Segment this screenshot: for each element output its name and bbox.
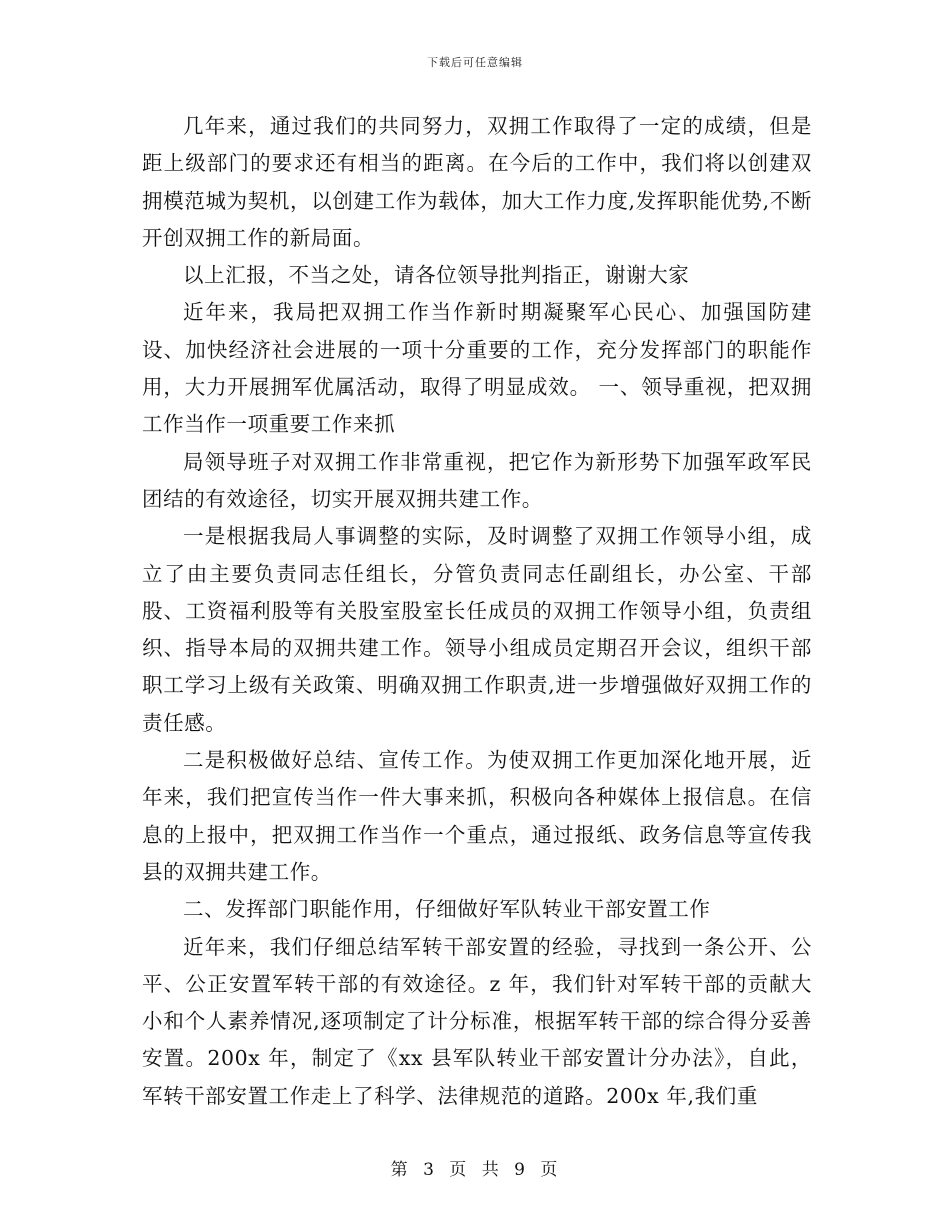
- paragraph-closing: 以上汇报，不当之处，请各位领导批判指正，谢谢大家: [183, 263, 690, 288]
- page-number: 第 3 页 共 9 页: [390, 1160, 560, 1180]
- document-body: [142, 108, 812, 1115]
- paragraph-summary: 几年来，通过我们的共同努力，双拥工作取得了一定的成绩，但是距上级部门的要求还有相当的距离。在今后的工作中，我们将以创建双拥模范城为契机，以创建工作为载体，加大工作力度,发挥职能优势,不断开创双拥工作的新局面。: [142, 114, 812, 250]
- page-header-note: 下载后可任意编辑: [427, 56, 523, 69]
- paragraph-point-one: 一是根据我局人事调整的实际，及时调整了双拥工作领导小组，成立了由主要负责同志任组长，分管负责同志任副组长，办公室、干部股、工资福利股等有关股室股室长任成员的双拥工作领导小组，负责组织、指导本局的双拥共建工作。领导小组成员定期召开会议，组织干部职工学习上级有关政策、明确双拥工作职责,进一步增强做好双拥工作的责任感。: [142, 524, 812, 735]
- paragraph-point-two: 二是积极做好总结、宣传工作。为使双拥工作更加深化地开展，近年来，我们把宣传当作一件大事来抓，积极向各种媒体上报信息。在信息的上报中，把双拥工作当作一个重点，通过报纸、政务信息等宣传我县的双拥共建工作。: [142, 748, 812, 884]
- paragraph-placement: 近年来，我们仔细总结军转干部安置的经验，寻找到一条公开、公平、公正安置军转干部的有效途径。z 年，我们针对军转干部的贡献大小和个人素养情况,逐项制定了计分标准，根据军转干部的综合得分妥善安置。200x 年，制定了《xx 县军队转业干部安置计分办法》，自此，军转干部安置工作走上了科学、法律规范的道路。200x 年,我们重: [142, 934, 812, 1108]
- paragraph-intro: 近年来，我局把双拥工作当作新时期凝聚军心民心、加强国防建设、加快经济社会进展的一项十分重要的工作，充分发挥部门的职能作用，大力开展拥军优属活动，取得了明显成效。 一、领导重视，把双拥工作当作一项重要工作来抓: [142, 300, 812, 437]
- paragraph-leadership: 局领导班子对双拥工作非常重视，把它作为新形势下加强军政军民团结的有效途径，切实开展双拥共建工作。: [142, 449, 812, 511]
- section-heading-two: 二、发挥部门职能作用，仔细做好军队转业干部安置工作: [183, 897, 711, 922]
